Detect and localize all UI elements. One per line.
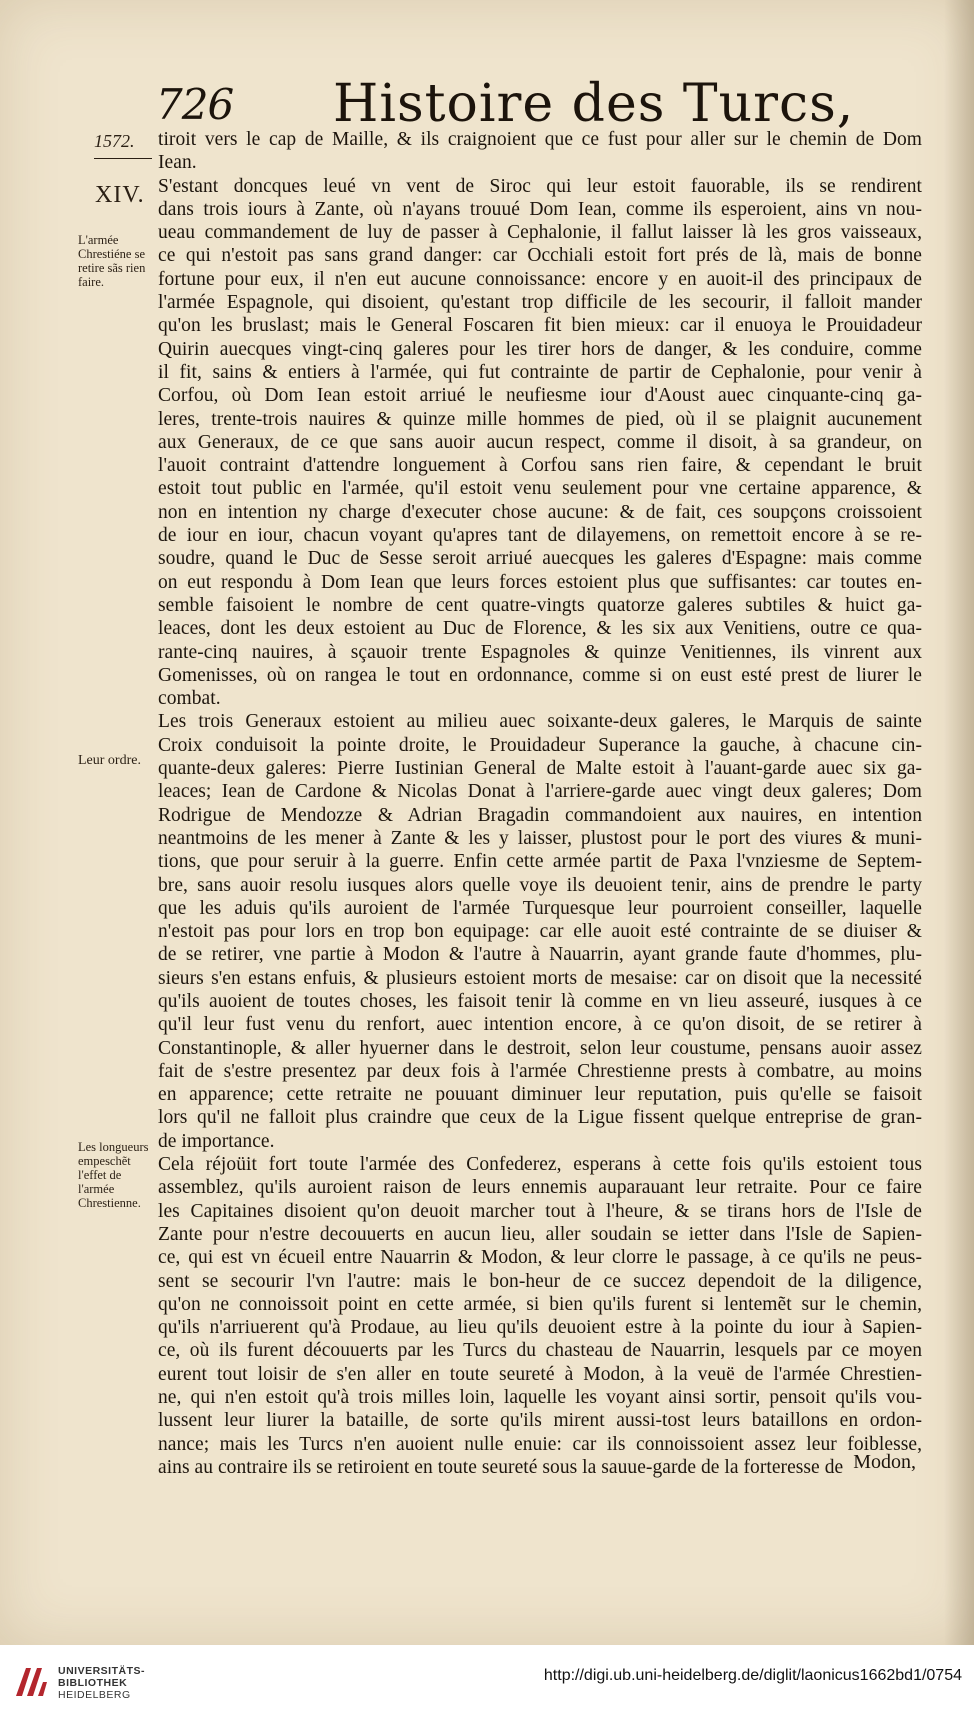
text-line: ains au contraire ils se retiroient en toute seureté sous la sauue-garde de la forteresse de xyxy=(158,1456,844,1478)
text-line: fait de s'estre presentez par deux fois à l'armée Chrestienne prests à combatre, au moins xyxy=(158,1060,922,1082)
text-line: il fit, sains & entiers à l'armée, qui fut contrainte de partir de Cephalonie, pour venir à xyxy=(158,361,922,383)
margin-note-order: Leur ordre. xyxy=(78,753,141,768)
text-line: de iour en iour, chacun voyant qu'apres tant de dilayemens, on remettoit encore à se re- xyxy=(158,525,922,547)
text-line: qu'on ne connoissoit point en cette armée, si bien qu'ils furent si lentemẽt sur le chemin, xyxy=(158,1293,922,1315)
text-line: sieurs s'en estans enfuis, & plusieurs estoient morts de mesaise: car on disoit que la necessité xyxy=(158,967,922,989)
text-line: aux Generaux, de ce que sans auoir aucun respect, comme il disoit, à sa grandeur, on xyxy=(158,431,922,453)
text-line: semble faisoient le nombre de cent quatre-vingts quatorze galeres subtiles & huict ga- xyxy=(158,594,922,616)
university-library-logo-icon xyxy=(12,1662,50,1700)
text-line: non en intention ny charge d'executer chose aucune: & de fait, ces soupçons croissoient xyxy=(158,501,922,523)
text-line: tiroit vers le cap de Maille, & ils craignoient que ce fust pour aller sur le chemin de Dom xyxy=(158,129,922,150)
text-line: bre, sans auoir resolu iusques alors quelle voye ils deuoient tenir, ains de prendre le party xyxy=(158,874,922,896)
permalink-url[interactable]: http://digi.ub.uni-heidelberg.de/diglit/laonicus1662bd1/0754 xyxy=(543,1667,962,1684)
text-line: estoit tout public en l'armée, qu'il estoit venu seulement pour vne certaine apparence, & xyxy=(158,478,922,500)
text-line: que les aduis qu'ils auroient de l'armée Turquesque leur pourroient conseiller, laquelle xyxy=(158,897,922,919)
text-line: quante-deux galeres: Pierre Iustinian General de Malte estoit à l'auant-garde auec six ga- xyxy=(158,758,922,780)
text-line: Croix conduisoit la pointe droite, le Prouidadeur Superance la gauche, à chacune cin- xyxy=(158,734,922,756)
text-line: rante-cinq nauires, à sçauoir trente Espagnoles & quinze Venitiennes, ils vinrent aux xyxy=(158,641,922,663)
text-line: on eut respondu à Dom Iean que leurs forces estoient plus que suffisantes: car toutes en- xyxy=(158,571,922,593)
text-line: leaces; Iean de Cardone & Nicolas Donat à l'arriere-garde auec vingt deux galeres; Dom xyxy=(158,781,922,803)
library-name-line-3: HEIDELBERG xyxy=(58,1689,131,1701)
text-line: Constantinople, & aller hyuerner dans le destroit, selon leur coustume, pensans auoir assez xyxy=(158,1037,922,1059)
text-line: sent se secourir l'vn l'autre: mais le bon-heur de ce succez dependoit de la diligence, xyxy=(158,1270,922,1292)
text-line: Cela réjoüit fort toute l'armée des Confederez, esperans à cette fois qu'ils estoient tous xyxy=(158,1154,922,1176)
text-line: combat. xyxy=(158,688,221,710)
library-name-line-1: UNIVERSITÄTS- xyxy=(58,1665,146,1677)
text-line: soudre, quand le Duc de Sesse seroit arriué auecques les galeres d'Espagne: mais comme xyxy=(158,548,922,570)
text-line: de importance. xyxy=(158,1130,275,1152)
text-line: tions, que pour seruir à la guerre. Enfin cette armée partit de Paxa l'vnziesme de Septem- xyxy=(158,851,922,873)
page-title: Histoire des Turcs, xyxy=(333,74,855,134)
catchword: Modon, xyxy=(853,1451,916,1473)
text-line: Iean. xyxy=(158,152,197,174)
text-line: n'estoit pas pour lors en trop bon equipage: car elle auoit esté contrainte de se diuiser & xyxy=(158,921,922,943)
text-line: Zante pour n'estre decouuerts en aucun lieu, aller soudain se ietter dans l'Isle de Sapien- xyxy=(158,1223,922,1245)
text-line: ne, qui n'en estoit qu'à trois milles loin, laquelle les voyant ainsi sortir, pensoit qu'ils vou- xyxy=(158,1387,922,1409)
text-line: les Capitaines disoient qu'on deuoit marcher tout à l'heure, & se tirans hors de l'Isle de xyxy=(158,1200,922,1222)
text-line: dans trois iours à Zante, où n'ayans trouué Dom Iean, comme ils esperoient, ains vn nou- xyxy=(158,198,922,220)
text-line: qu'ils auoient de toutes choses, les faisoit tenir là comme en vn lieu asseuré, iusques à ce xyxy=(158,990,922,1012)
text-line: ce, qui est vn écueil entre Nauarrin & Modon, & leur clorre le passage, à ce qu'ils ne peus- xyxy=(158,1247,922,1269)
text-line: de se retirer, vne partie à Modon & l'autre à Nauarrin, ayant grande faute d'hommes, plu- xyxy=(158,944,922,966)
text-line: nance; mais les Turcs n'en auoient nulle enuie: car ils connoissoient assez leur foiblesse, xyxy=(158,1433,922,1455)
text-line: lussent leur liurer la bataille, de sorte qu'ils mirent aussi-tost leurs bataillons en ordon- xyxy=(158,1410,922,1432)
running-head xyxy=(148,66,948,134)
text-line: assemblez, qu'ils auroient raison de leurs ennemis auparauant leur retraite. Pour ce faire xyxy=(158,1177,922,1199)
text-line: Gomenisses, où on rangea le tout en ordonnance, comme si on eust esté prest de liurer le xyxy=(158,664,922,686)
text-line: Corfou, où Dom Iean estoit arriué le neufiesme iour d'Aoust auec cinquante-cinq ga- xyxy=(158,385,922,407)
text-line: eurent tout loisir de s'en aller en toute seureté à Modon, à la veuë de l'armée Chrestien- xyxy=(158,1363,922,1385)
body-text xyxy=(158,128,922,1479)
text-line: ueau commandement de luy de passer à Cephalonie, il fallut laisser là les gros vaisseaux, xyxy=(158,222,922,244)
text-line: Quirin auecques vingt-cinq galeres pour les tirer hors de danger, & les conduire, comme xyxy=(158,338,922,360)
text-line: Les trois Generaux estoient au milieu auec soixante-deux galeres, le Marquis de sainte xyxy=(158,711,922,733)
text-line: leres, trente-trois nauires & quinze mille hommes de pied, où il se plaignit aucunement xyxy=(158,408,922,430)
text-line: leaces, dont les deux estoient au Duc de Florence, & les six aux Venitiens, outre ce qua- xyxy=(158,618,922,640)
text-line: Rodrigue de Mendozze & Adrian Bragadin commandoient aux nauires, en intention xyxy=(158,804,922,826)
text-line: lors qu'il ne falloit plus craindre que ceux de la Ligue fissent quelque entreprise de gran- xyxy=(158,1107,922,1129)
text-line: ce, où ils furent découuerts par les Turcs du chasteau de Nauarrin, lesquels par ce moyen xyxy=(158,1340,922,1362)
chapter-number: XIV. xyxy=(95,182,145,208)
text-line: S'estant doncques leué vn vent de Siroc qui leur estoit fauorable, ils se rendirent xyxy=(158,175,922,197)
text-line: ce qui n'estoit pas sans grand danger: car Occhiali estoit fort prés de là, mais de bonne xyxy=(158,245,922,267)
library-footer xyxy=(0,1645,974,1720)
text-line: en apparence; cette retraite ne pouuant diminuer leur reputation, puis qu'elle se faisoit xyxy=(158,1084,922,1106)
library-name-line-2: BIBLIOTHEK xyxy=(58,1677,128,1689)
margin-rule xyxy=(94,158,152,159)
text-line: neantmoins de les mener à Zante & les y laisser, plustost pour le port des viures & muni- xyxy=(158,827,922,849)
margin-note-retreat: L'armée Chrestiéne se retire sãs rien faire. xyxy=(78,233,146,289)
text-line: qu'ils n'arriuerent qu'à Prodaue, au lieu qu'ils deuoient estre à la pointe du iour à Sapien- xyxy=(158,1317,922,1339)
margin-note-delays: Les longueurs empeschẽt l'effet de l'armée Chrestienne. xyxy=(78,1140,149,1210)
page-number: 726 xyxy=(156,80,234,129)
margin-year: 1572. xyxy=(94,131,135,151)
text-line: l'auoit contraint d'attendre longuement à Corfou sans rien faire, & cependant le bruit xyxy=(158,455,922,477)
text-line: qu'on les bruslast; mais le General Foscaren fit bien mieux: car il enuoya le Prouidadeur xyxy=(158,315,922,337)
text-line: fortune pour eux, il n'en eut aucune connoissance: encore y en auoit-il des principaux de xyxy=(158,268,922,290)
text-line: qu'il leur fust venu du renfort, auec intention encore, à ce qu'on disoit, de se retirer à xyxy=(158,1014,922,1036)
text-line: l'armée Espagnole, qui disoient, qu'estant trop difficile de les secourir, il falloit mander xyxy=(158,292,922,314)
library-name xyxy=(58,1665,145,1701)
